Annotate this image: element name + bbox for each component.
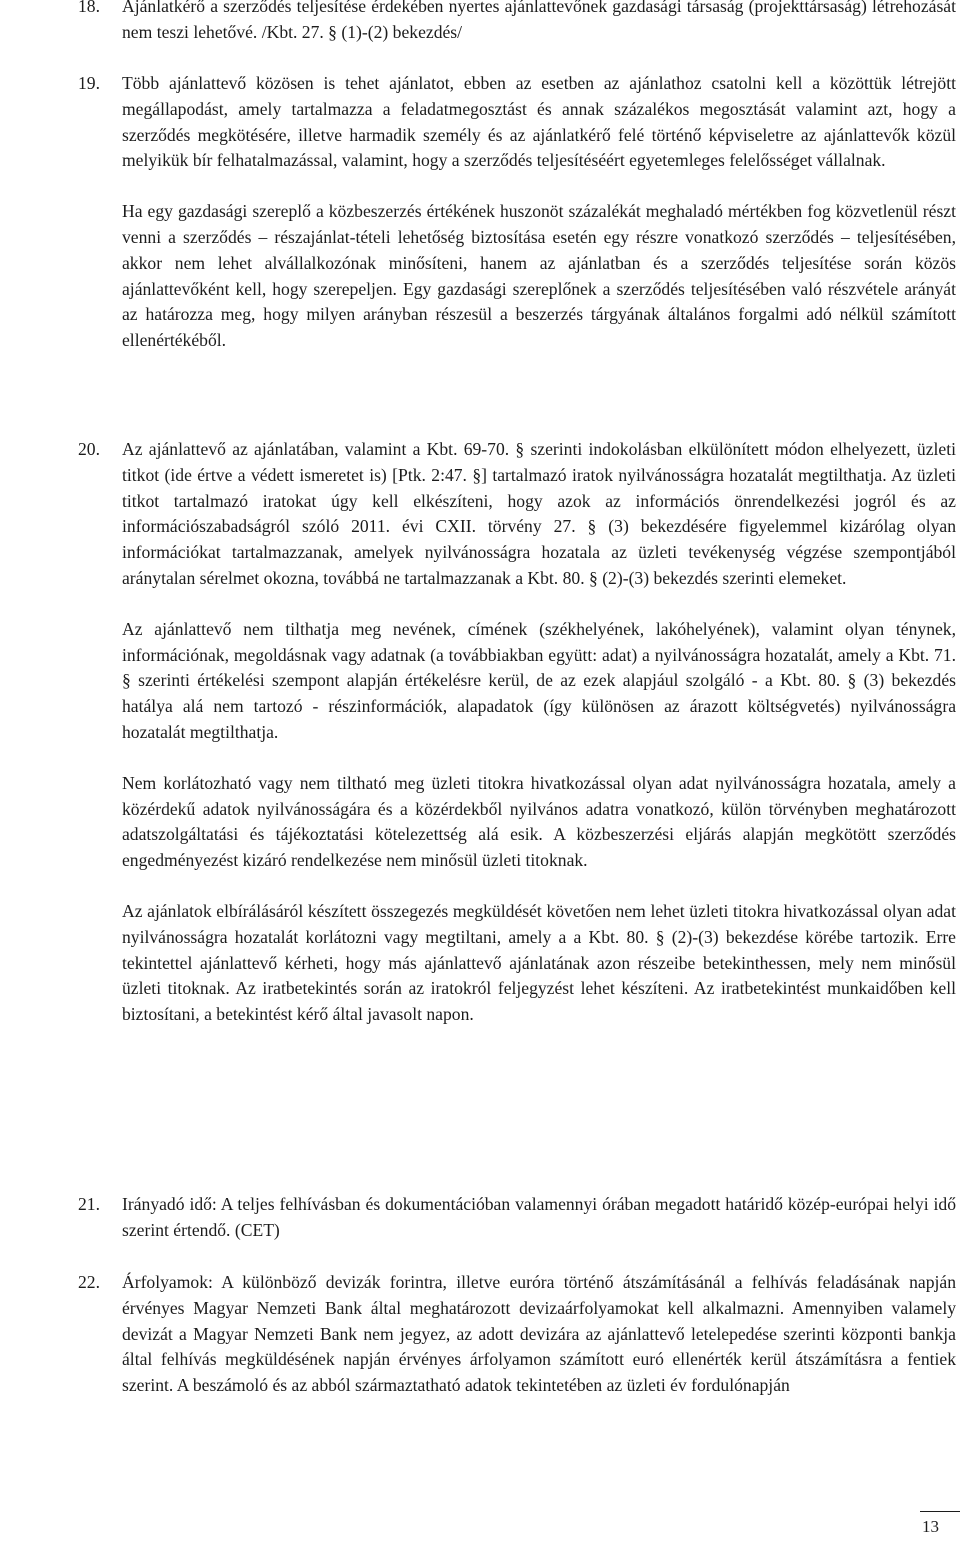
paragraph: Ha egy gazdasági szereplő a közbeszerzés értékének huszonöt százalékát meghaladó mértékben fog közvetlenül részt venni a szerződés – részajánlat-tételi lehetőség biztosítása esetén egy részre vonatkozó szerződés – teljesítésében, akkor nem lehet alvállalkozónak minősíteni, hanem az ajánlatban és a szerződés teljesítése során közös ajánlattevőként kell, hogy szerepeljen. Egy gazdasági szereplőnek a szerződés teljesítésében való részvétele arányát az határozza meg, hogy milyen arányban részesül a beszerzés tárgyának általános forgalmi adó nélkül számított ellenértékéből. <box>122 201 956 351</box>
footer-divider <box>920 1511 960 1512</box>
list-item-21 <box>78 1192 956 1244</box>
list-item-20 <box>78 437 956 1028</box>
item-body <box>122 437 956 1028</box>
paragraph: Ajánlatkérő a szerződés teljesítése érdekében nyertes ajánlattevőnek gazdasági társaság (projekttársaság) létrehozását nem teszi lehetővé. /Kbt. 27. § (1)-(2) bekezdés/ <box>122 0 956 42</box>
paragraph: Árfolyamok: A különböző devizák forintra, illetve euróra történő átszámításánál a felhívás feladásának napján érvényes Magyar Nemzeti Bank által meghatározott devizaárfolyamokat kell alkalmazni. Amennyiben valamely devizát a Magyar Nemzeti Bank nem jegyez, az adott devizára az ajánlattevő letelepedése szerinti központi bankja által felhívás megküldésének napján érvényes árfolyamon számított euró ellenérték kerül átszámításra a fentiek szerint. A beszámoló és az abból származtatható adatok tekintetében az üzleti év fordulónapján <box>122 1272 956 1396</box>
list-item-22 <box>78 1270 956 1399</box>
paragraph: Az ajánlattevő az ajánlatában, valamint a Kbt. 69-70. § szerinti indokolásban elkülönített módon elhelyezett, üzleti titkot (ide értve a védett ismeretet is) [Ptk. 2:47. §] tartalmazó iratok nyilvánosságra hozatalát megtilthatja. Az üzleti titkot tartalmazó iratokat úgy kell elkészíteni, hogy azok az információs önrendelkezési jogról és az információszabadságról szóló 2011. évi CXII. törvény 27. § (3) bekezdésére figyelemmel kizárólag olyan információkat tartalmazzanak, amelyek nyilvánosságra hozatala az üzleti tevékenység végzése szempontjából aránytalan sérelmet okozna, továbbá ne tartalmazzanak a Kbt. 80. § (2)-(3) bekezdés szerinti elemeket. <box>122 439 956 588</box>
paragraph: Irányadó idő: A teljes felhívásban és dokumentációban valamennyi órában megadott határidő közép-európai helyi idő szerint értendő. (CET) <box>122 1194 956 1240</box>
paragraph: Az ajánlatok elbírálásáról készített összegezés megküldését követően nem lehet üzleti titokra hivatkozással olyan adat nyilvánosságra hozatalát korlátozni vagy megtiltani, amely a a Kbt. 80. § (2)-(3) bekezdése körébe tartozik. Erre tekintettel ajánlattevő kérheti, hogy más ajánlattevő ajánlatának azon részeibe betekinthessen, mely nem minősül üzleti titoknak. Az iratbetekintés során az iratokról feljegyzést lehet készíteni. Az iratbetekintést munkaidőben kell biztosítani, a betekintést kérő által javasolt napon. <box>122 900 956 1025</box>
list-item-18 <box>78 0 956 46</box>
item-body <box>122 0 956 46</box>
paragraph: Az ajánlattevő nem tilthatja meg nevének, címének (székhelyének, lakóhelyének), valamint olyan ténynek, információnak, megoldásnak vagy adatnak (a továbbiakban együtt: adat) a nyilvánosságra hozatalát, amely a Kbt. 71. § szerinti értékelési szempont alapján értékelésre kerül, de az ezek alapjául szolgáló - a Kbt. 80. § (3) bekezdés hatálya alá nem tartozó - részinformációk, alapadatok (így különösen az árazott költségvetés) nyilvánosságra hozatalát megtilthatja. <box>122 618 956 742</box>
page-number: 13 <box>922 1517 939 1536</box>
item-body <box>122 71 956 354</box>
list-item-19 <box>78 71 956 354</box>
item-body <box>122 1192 956 1244</box>
item-number: 20. <box>78 439 100 459</box>
item-number: 18. <box>78 0 100 16</box>
item-number: 22. <box>78 1272 100 1292</box>
item-body <box>122 1270 956 1399</box>
paragraph: Több ajánlattevő közösen is tehet ajánlatot, ebben az esetben az ajánlathoz csatolni kell a közöttük létrejött megállapodást, amely tartalmazza a feladatmegosztást és annak százalékos megosztását valamint azt, hogy a szerződés megkötésére, illetve harmadik személy és az ajánlatkérő felé történő képviseletre az ajánlattevők közül melyikük bír felhatalmazással, valamint, hogy a szerződés teljesítéséért egyetemleges felelősséget vállalnak. <box>122 73 956 171</box>
item-number: 21. <box>78 1194 100 1214</box>
paragraph: Nem korlátozható vagy nem tiltható meg üzleti titokra hivatkozással olyan adat nyilvánosságra hozatala, amely a közérdekű adatok nyilvánosságára és a közérdekből nyilvános adatra vonatkozó, külön törvényben meghatározott adatszolgáltatási és tájékoztatási kötelezettség alá esik. A közbeszerzési eljárás alapján megkötött szerződés engedményezést kizáró rendelkezése nem minősül üzleti titoknak. <box>122 772 956 871</box>
item-number: 19. <box>78 73 100 93</box>
